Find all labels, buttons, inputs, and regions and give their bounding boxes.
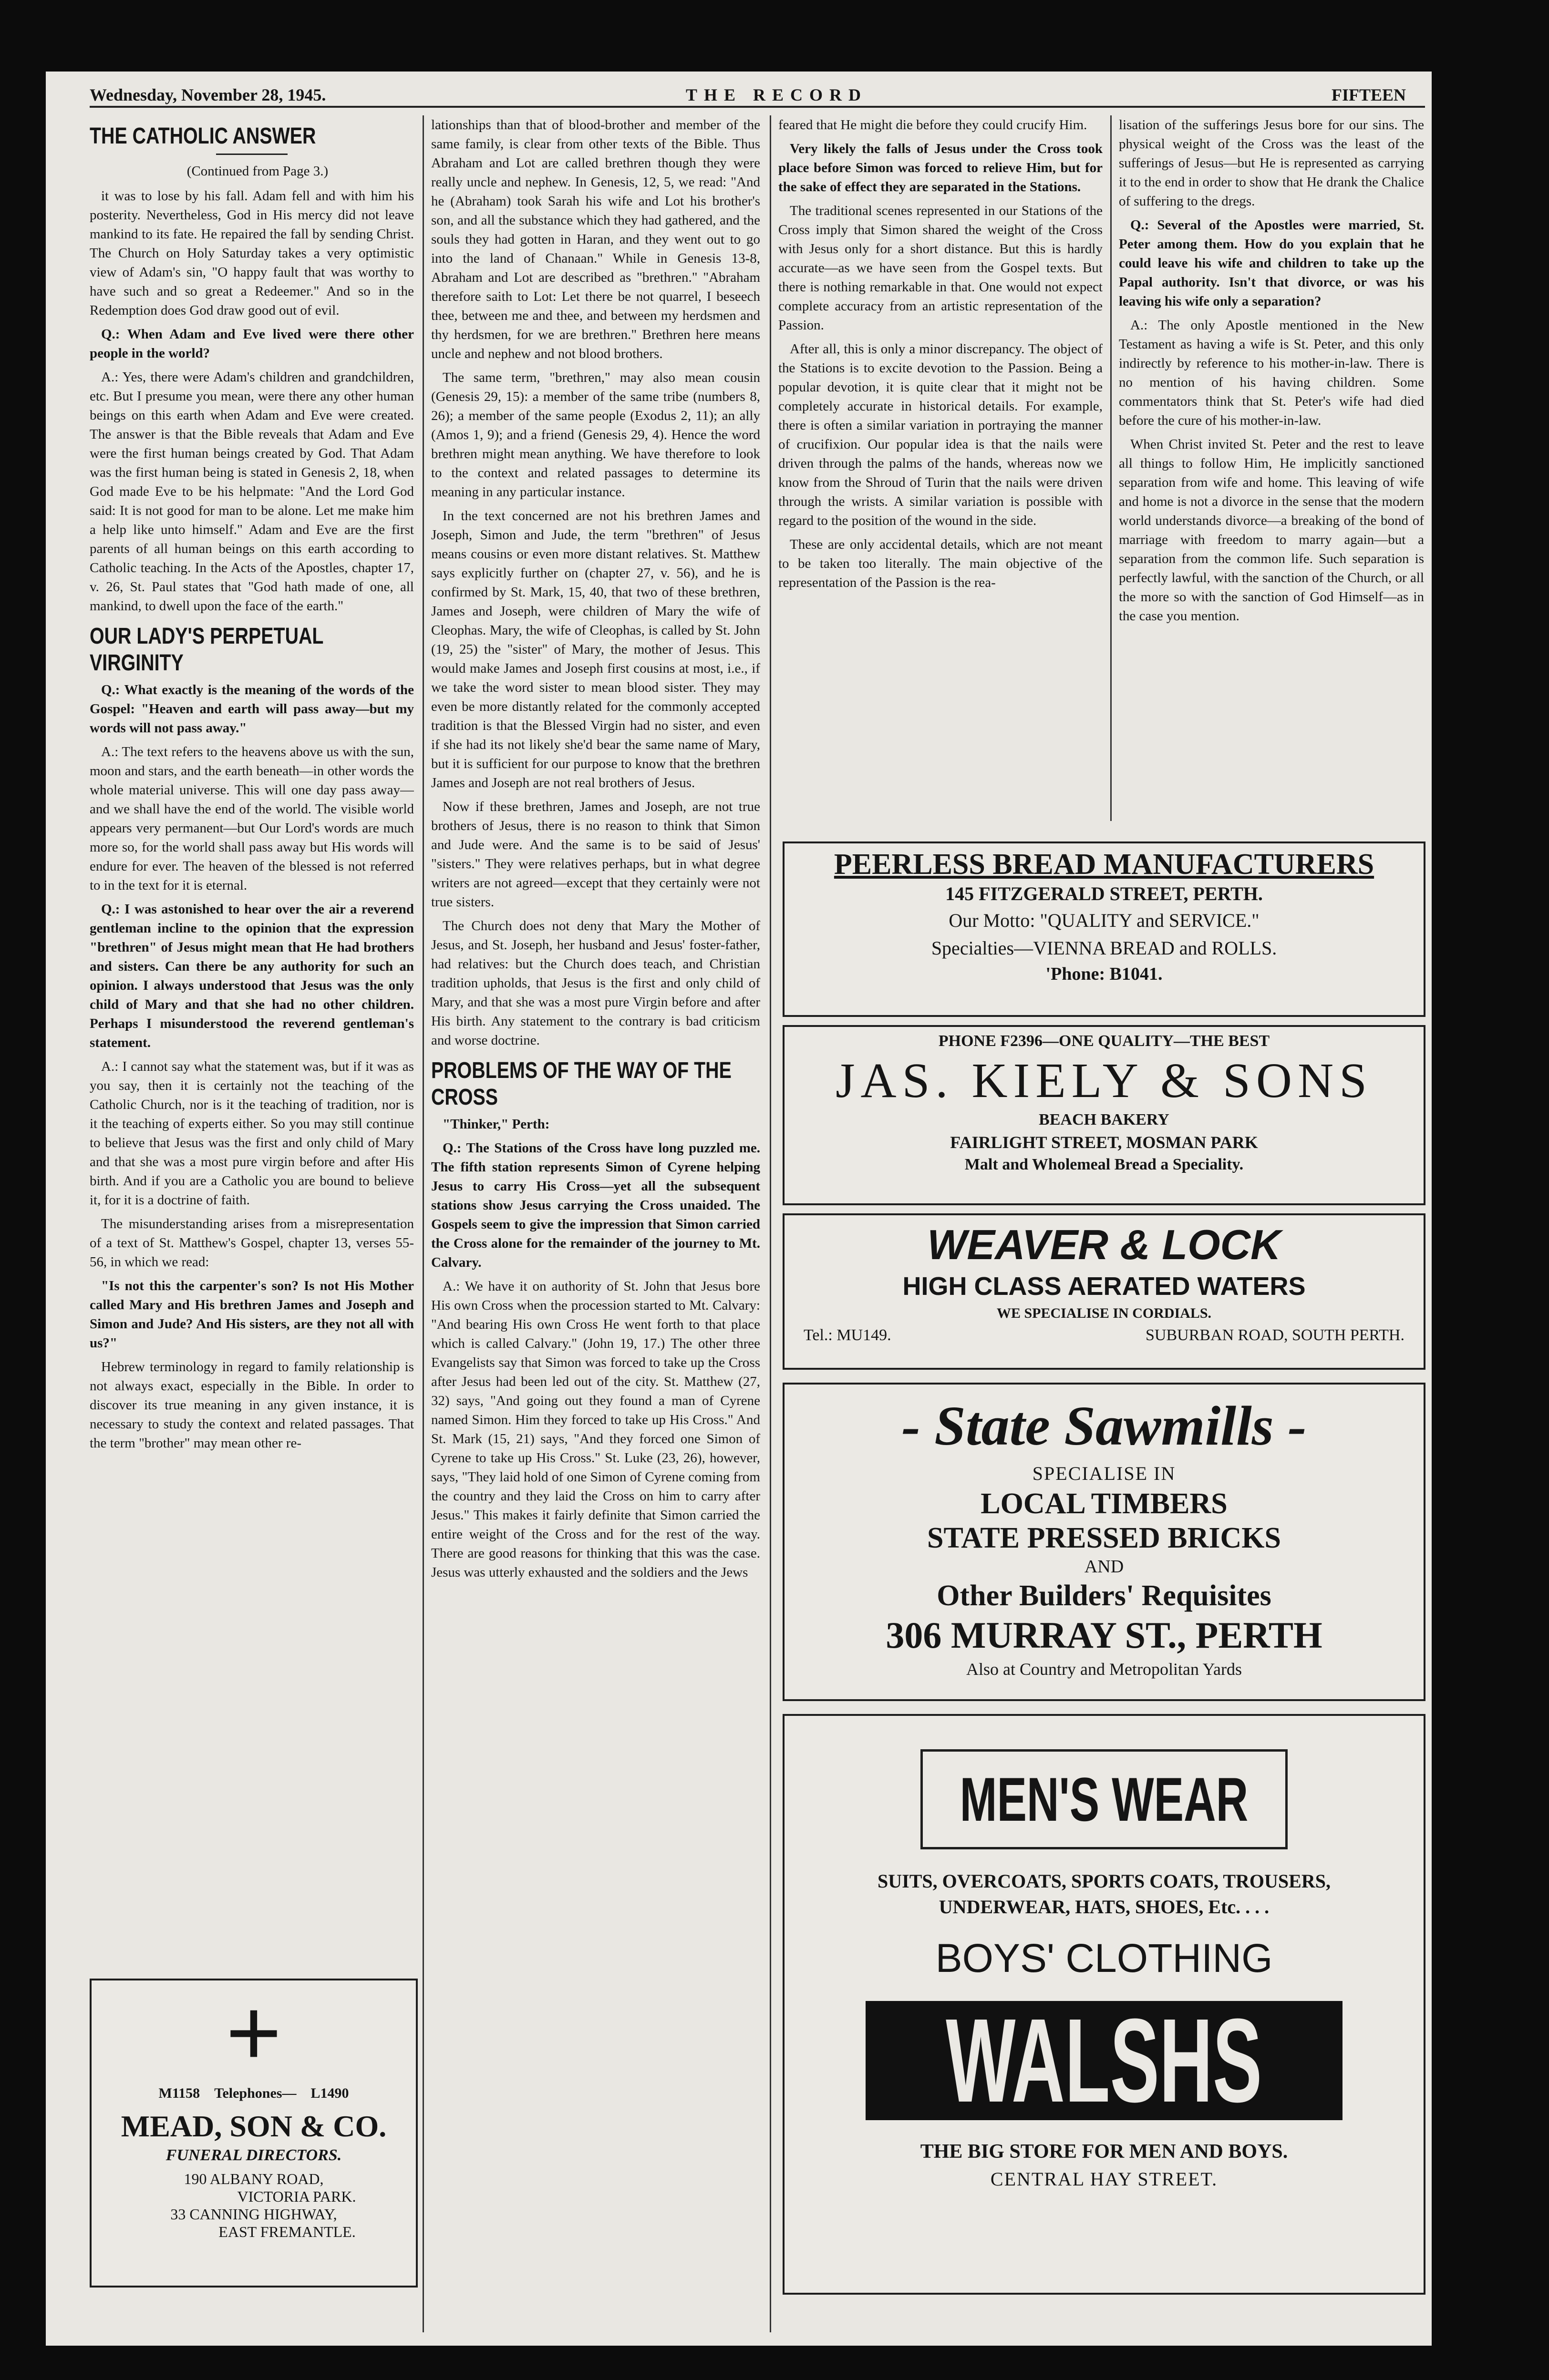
paragraph: feared that He might die before they could crucify Him. bbox=[778, 117, 1087, 133]
question: Q.: When Adam and Eve lived were there other people in the world? bbox=[90, 327, 414, 361]
ad-line-3: Other Builders' Requisites bbox=[937, 1580, 1271, 1612]
ad-name: MEAD, SON & CO. bbox=[121, 2109, 387, 2143]
page-number: FIFTEEN bbox=[1331, 85, 1406, 104]
ad-boys: BOYS' CLOTHING bbox=[935, 1936, 1273, 1980]
ad-yards: Also at Country and Metropolitan Yards bbox=[966, 1660, 1242, 1679]
paragraph: A.: We have it on authority of St. John that Jesus bore His own Cross when the procession started to Mt. Calvary: "And bearing His own Cross He went forth to that place which is called Calvary." (John 19, 17.) The other three Evangelists say that Simon was forced to take up the Cross after Jesus had been led out of the city. St. Matthew (27, 32) says, "And going out they found a man of Cyrene named Simon. Him they forced to take up His Cross." And St. Mark (15, 21) says, "And they forced one Simon of Cyrene to take up His Cross." St. Luke (23, 26), however, says, "They laid hold of one Simon of Cyrene coming from the country and they laid the Cross on him to carry after Jesus." This makes it fairly definite that Simon carried the entire weight of the Cross and for the rest of the way. There are good reasons for thinking that this was the case. Jesus was utterly exhausted and the soldiers and the Jews bbox=[431, 1279, 760, 1580]
paragraph: Very likely the falls of Jesus under the Cross took place before Simon was forced to relieve Him, but for the sake of effect they are separated in the Stations. bbox=[778, 141, 1103, 195]
paragraph: it was to lose by his fall. Adam fell and with him his posterity. Nevertheless, God in His mercy did not leave mankind to its fate. He repaired the fall by sending Christ. The Church on Holy Saturday takes a very optimistic view of Adam's sin, "O happy fault that was worthy to have such and so great a Redeemer." And so in the Redemption does God draw good out of evil. bbox=[90, 188, 414, 318]
question: Q.: Several of the Apostles were married, St. Peter among them. How do you explain that he could leave his wife and children to take up the Papal authority. Isn't that divorce, or was his leaving his wife only a separation? bbox=[1119, 217, 1424, 309]
telephones bbox=[92, 2085, 416, 2102]
column-divider bbox=[423, 115, 424, 2332]
paragraph: After all, this is only a minor discrepancy. The object of the Stations is to excite devotion to the Passion. Being a popular devotion, it is quite clear that it might not be completely accurate in historical details. For example, there is often a similar variation in portraying the manner of crucifixion. Our popular idea is that the nails were driven through the palms of the hands, whereas now we know from the Shroud of Turin that the nails were driven through the wrists. A similar variation is possible with regard to the position of the wound in the side. bbox=[778, 341, 1103, 528]
ad-street: FAIRLIGHT STREET, MOSMAN PARK bbox=[950, 1133, 1258, 1152]
column-2 bbox=[431, 115, 760, 2337]
ad-and: AND bbox=[1084, 1557, 1124, 1577]
question: Q.: I was astonished to hear over the air a reverend gentleman incline to the opinion that the expression "brethren" of Jesus might mean that He had brothers and sisters. Can there be any authority for such an opinion. I always understood that Jesus was the only child of Mary and that she had no other children. Perhaps I misunderstood the reverend gentleman's statement. bbox=[90, 902, 414, 1050]
ad-kiely-sons bbox=[783, 1025, 1425, 1205]
tel-number-right: L1490 bbox=[310, 2085, 349, 2101]
ad-road: SUBURBAN ROAD, SOUTH PERTH. bbox=[1146, 1326, 1404, 1344]
mens-wear-box bbox=[920, 1749, 1288, 1849]
ad-line-2: WE SPECIALISE IN CORDIALS. bbox=[996, 1305, 1212, 1321]
header-rule bbox=[90, 106, 1425, 108]
column-3 bbox=[778, 115, 1103, 821]
continued-note: (Continued from Page 3.) bbox=[186, 164, 329, 179]
byline: "Thinker," Perth: bbox=[443, 1117, 550, 1132]
column-divider bbox=[1110, 115, 1112, 821]
paragraph: These are only accidental details, which are not meant to be taken too literally. The main objective of the representation of the Passion is the rea- bbox=[778, 537, 1103, 590]
paragraph: In the text concerned are not his brethren James and Joseph, Simon and Jude, the term "brethren" of Jesus means cousins or even more distant relatives. St. Matthew says explicitly further on (chapter 27, v. 56), and he is confirmed by St. Mark, 15, 40, that two of these brethren, James and Joseph, were children of Mary the wife of Cleophas. Mary, the wife of Cleophas, is called by St. John (19, 25) the "sister" of Mary, the mother of Jesus. This would make James and Joseph first cousins at most, i.e., if we take the word sister to mean blood sister. They may even be more distantly related for the commonly accepted tradition is that the Blessed Virgin had no sister, and even if she had its not likely she'd bear the same name of Mary, but it is sufficient for our purpose to know that the brethren James and Joseph are not real brothers of Jesus. bbox=[431, 508, 760, 790]
masthead: THE RECORD bbox=[686, 85, 868, 104]
ad-specialise: SPECIALISE IN bbox=[1032, 1463, 1176, 1484]
quotation: "Is not this the carpenter's son? Is not His Mother called Mary and His brethren James and Joseph and Simon and Jude? And His sisters, are they not all with us?" bbox=[90, 1278, 414, 1351]
column-divider bbox=[770, 115, 771, 2332]
paragraph: Now if these brethren, James and Joseph, are not true brothers of Jesus, there is no reason to think that Simon and Jude were. And the same is to be said of Jesus' "sisters." They were relatives perhaps, but in what degree writers are not agreed—except that they certainly were not true sisters. bbox=[431, 799, 760, 910]
ad-name: WEAVER & LOCK bbox=[927, 1221, 1281, 1268]
ad-mead-son-co bbox=[90, 1979, 418, 2288]
ad-contact bbox=[785, 1324, 1424, 1347]
tel-number-left: M1158 bbox=[158, 2085, 200, 2101]
column-4 bbox=[1119, 115, 1424, 821]
paragraph: A.: The only Apostle mentioned in the New Testament as having a wife is St. Peter, and this only indirectly by reference to his mother-in-law. There is no mention of his having children. Some commentators think that St. Peter's wife had died before the cure of his mother-in-law. bbox=[1119, 318, 1424, 428]
ad-note: Malt and Wholemeal Bread a Speciality. bbox=[964, 1156, 1244, 1173]
ad-trade: FUNERAL DIRECTORS. bbox=[165, 2146, 342, 2164]
ad-name: WALSHS bbox=[946, 1994, 1262, 2127]
cross-icon: + bbox=[226, 1980, 282, 2086]
title-rule bbox=[216, 154, 288, 155]
paragraph: When Christ invited St. Peter and the rest to leave all things to follow Him, He implicitly sanctioned separation from wife and home. This leaving of wife and home is not a divorce in the sense that the modern world understands divorce—a breaking of the bond of marriage with freedom to marry again—but a separation from the common life. Such separation is perfectly lawful, with the sanction of the Church, or all the more so with the sanction of God Himself—as in the case you mention. bbox=[1119, 437, 1424, 624]
address-2b: EAST FREMANTLE. bbox=[218, 2223, 356, 2240]
article-title: THE CATHOLIC ANSWER bbox=[90, 123, 316, 149]
paragraph: The same term, "brethren," may also mean cousin (Genesis 29, 15): a member of the same tribe (numbers 8, 26); a member of the same people (Exodus 2, 11); an ally (Amos 1, 9); and a friend (Genesis 29, 4). Hence the word brethren might mean anything. We have therefore to look to the context and related passages to determine its meaning in any particular instance. bbox=[431, 370, 760, 500]
question: Q.: The Stations of the Cross have long puzzled me. The fifth station represents Simon of Cyrene helping Jesus to carry His Cross—yet all the subsequent stations show Jesus carrying the Cross unaided. The Gospels seem to give the impression that Simon carried the Cross alone for the remainder of the journey to Mt. Calvary. bbox=[431, 1140, 760, 1270]
paragraph: The Church does not deny that Mary the Mother of Jesus, and St. Joseph, her husband and Jesus' foster-father, had relatives: but the Church does teach, and Christian tradition upholds, that Jesus is the first and only child of Mary, and that she was a most pure Virgin before and after His birth. Any statement to the contrary is bad criticism and worse doctrine. bbox=[431, 918, 760, 1048]
ad-phone-line: PHONE F2396—ONE QUALITY—THE BEST bbox=[938, 1032, 1270, 1050]
address-2: 33 CANNING HIGHWAY, bbox=[170, 2206, 337, 2223]
paragraph: lationships than that of blood-brother and member of the same family, is clear from other texts of the Bible. Thus Abraham and Lot are called brethren though they were really uncle and nephew. In Genesis, 12, 5, we read: "And he (Abraham) took Sarah his wife and Lot his brother's son, and all the substance which they had gathered, and the souls they had gotten in Haran, and they went out to go into the land of Chanaan." While in Genesis 13-8, Abraham and Lot are described as "brethren." "Abraham therefore saith to Lot: Let there be not quarrel, I beseech thee, between me and thee, and between my herdsmen and thy herdsmen, for we are brethren." Brethren here means uncle and nephew and not blood brothers. bbox=[431, 117, 760, 361]
ad-title: MEN'S WEAR bbox=[960, 1764, 1249, 1834]
ad-peerless-bread bbox=[783, 841, 1425, 1017]
ad-state-sawmills bbox=[783, 1383, 1425, 1701]
tel-label: Telephones— bbox=[214, 2085, 297, 2101]
issue-date: Wednesday, November 28, 1945. bbox=[90, 85, 326, 104]
address-1b: VICTORIA PARK. bbox=[237, 2188, 356, 2205]
article-body-1 bbox=[90, 186, 414, 616]
ad-bakery: BEACH BAKERY bbox=[1039, 1111, 1169, 1128]
paragraph: A.: Yes, there were Adam's children and grandchildren, etc. But I presume you mean, were there any other human beings on this earth when Adam and Eve were created. The answer is that the Bible reveals that Adam and Eve were the first human beings created by God. That Adam was the first human being is stated in Genesis 2, 18, when God made Eve to be his helpmate: "And the Lord God said: It is not good for man to be alone. Let me make him a help like unto himself." Adam and Eve are the first parents of all human beings on this earth according to Catholic teaching. In the Acts of the Apostles, chapter 17, v. 26, St. Paul states that "God hath made of one, all mankind, to dwell upon the face of the earth." bbox=[90, 369, 414, 614]
ad-name: JAS. KIELY & SONS bbox=[836, 1053, 1373, 1108]
ad-line-1: HIGH CLASS AERATED WATERS bbox=[902, 1272, 1306, 1301]
paragraph: The misunderstanding arises from a misrepresentation of a text of St. Matthew's Gospel, chapter 13, verses 55-56, in which we read: bbox=[90, 1216, 414, 1270]
ad-tagline: THE BIG STORE FOR MEN AND BOYS. bbox=[920, 2141, 1288, 2163]
ad-line-1: SUITS, OVERCOATS, SPORTS COATS, TROUSERS, bbox=[878, 1870, 1331, 1892]
ad-specialties: Specialties—VIENNA BREAD and ROLLS. bbox=[931, 937, 1277, 959]
ad-tel: Tel.: MU149. bbox=[804, 1326, 891, 1344]
ad-line-2: UNDERWEAR, HATS, SHOES, Etc. . . . bbox=[939, 1896, 1270, 1918]
ad-phone: 'Phone: B1041. bbox=[1045, 964, 1163, 984]
ad-address: 145 FITZGERALD STREET, PERTH. bbox=[945, 883, 1263, 904]
ad-line-1: LOCAL TIMBERS bbox=[981, 1488, 1228, 1520]
ad-motto: Our Motto: "QUALITY and SERVICE." bbox=[949, 910, 1260, 931]
article-body-2 bbox=[90, 680, 414, 1453]
section-heading: OUR LADY'S PERPETUAL VIRGINITY bbox=[90, 624, 323, 676]
walshs-logo-box bbox=[866, 1994, 1342, 2127]
ad-address: 306 MURRAY ST., PERTH bbox=[886, 1614, 1322, 1656]
paragraph: The traditional scenes represented in our Stations of the Cross imply that Simon shared the weight of the Cross with Jesus only for a short distance. But this is hardly accurate—as we have seen from the Gospel texts. But there is nothing remarkable in that. One would not expect complete accuracy from an artistic representation of the Passion. bbox=[778, 203, 1103, 333]
ad-line-2: STATE PRESSED BRICKS bbox=[927, 1522, 1281, 1554]
ad-name: PEERLESS BREAD MANUFACTURERS bbox=[834, 848, 1374, 881]
paragraph: A.: I cannot say what the statement was, but if it was as you say, then it is certainly not the teaching of the Catholic Church, nor is it the teaching of tradition, nor is it the teaching of experts either. So you may still continue to believe that Jesus was the first and only child of Mary and that she was a most pure virgin before and after His birth. And if you are a Catholic you are bound to believe it, for it is a doctrine of faith. bbox=[90, 1059, 414, 1208]
ad-walshs bbox=[783, 1714, 1425, 2295]
section-heading: PROBLEMS OF THE WAY OF THE CROSS bbox=[431, 1058, 732, 1110]
paragraph: A.: The text refers to the heavens above us with the sun, moon and stars, and the earth beneath—in other words the whole material universe. This will one day pass away—and we shall have the end of the world. The visible world appears very permanent—but Our Lord's words are much more so, for the world shall pass away but His words will endure for ever. The heaven of the blessed is not referred to in the text for it is eternal. bbox=[90, 744, 414, 893]
paragraph: lisation of the sufferings Jesus bore for our sins. The physical weight of the Cross was the least of the sufferings of Jesus—but He is represented as carrying it to the end in order to show that He drank the Chalice of suffering to the dregs. bbox=[1119, 117, 1424, 209]
address-1: 190 ALBANY ROAD, bbox=[184, 2170, 324, 2187]
newspaper-page bbox=[46, 72, 1432, 2346]
ad-address: CENTRAL HAY STREET. bbox=[990, 2168, 1218, 2190]
question: Q.: What exactly is the meaning of the words of the Gospel: "Heaven and earth will pass away—but my words will not pass away." bbox=[90, 682, 414, 736]
ad-name: - State Sawmills - bbox=[901, 1395, 1307, 1457]
paragraph: Hebrew terminology in regard to family relationship is not always exact, especially in the Bible. In order to discover its true meaning in any given instance, it is necessary to study the context and related passages. That the term "brother" may mean other re- bbox=[90, 1359, 414, 1451]
ad-weaver-lock bbox=[783, 1213, 1425, 1370]
